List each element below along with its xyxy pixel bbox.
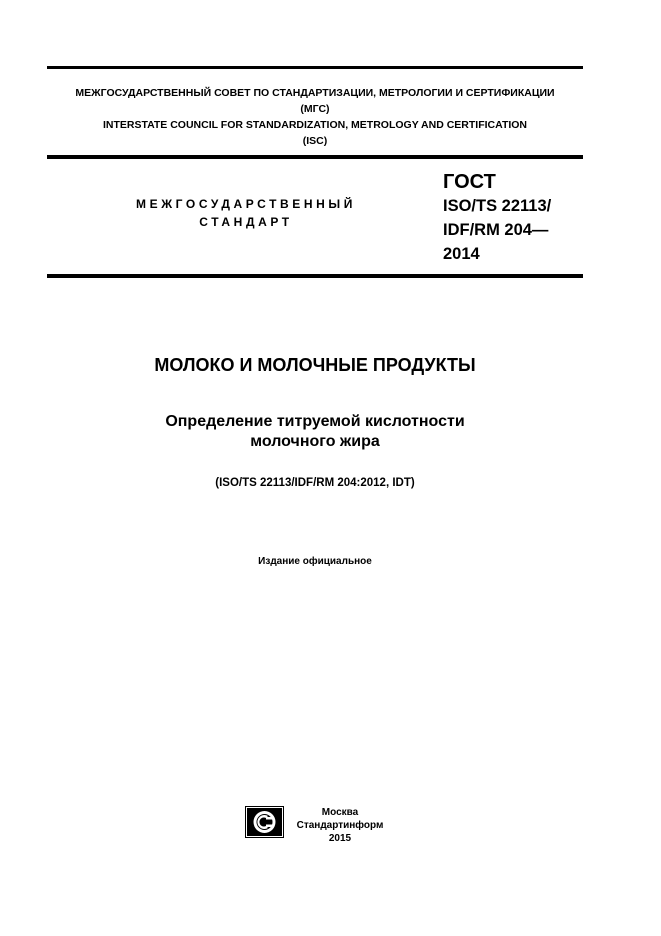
standard-type-line2: СТАНДАРТ [199,215,293,229]
standard-type-line1: МЕЖГОСУДАРСТВЕННЫЙ [136,197,356,211]
standard-type [96,195,396,231]
subtitle-line2: молочного жира [250,433,380,450]
council-name-en: INTERSTATE COUNCIL FOR STANDARDIZATION, METROLOGY AND CERTIFICATION [102,119,528,131]
standartinform-logo-icon [245,806,284,838]
edition-note: Издание официальное [258,556,372,567]
iso-reference: (ISO/TS 22113/IDF/RM 204:2012, IDT) [215,477,415,489]
publisher-city: Москва [321,807,359,818]
designation-divider [47,274,583,278]
council-abbr-ru: (МГС) [300,103,330,115]
standard-number-line1: ISO/TS 22113/ [443,197,552,215]
publisher-year: 2015 [328,833,352,844]
publisher-name: Стандартинформ [296,820,384,831]
council-name-ru: МЕЖГОСУДАРСТВЕННЫЙ СОВЕТ ПО СТАНДАРТИЗАЦИИ, МЕТРОЛОГИИ И СЕРТИФИКАЦИИ [75,87,555,99]
standard-designation [443,170,551,266]
standard-number-line3: 2014 [443,245,480,263]
publisher-block [290,806,390,845]
council-abbr-en: (ISC) [302,135,328,147]
council-header [47,85,583,149]
standard-number-line2: IDF/RM 204— [443,221,549,239]
document-title: МОЛОКО И МОЛОЧНЫЕ ПРОДУКТЫ [154,355,476,375]
gost-label: ГОСТ [443,171,496,193]
top-divider [47,66,583,69]
document-subtitle [47,412,583,452]
subtitle-line1: Определение титруемой кислотности [165,413,465,430]
header-divider [47,155,583,159]
